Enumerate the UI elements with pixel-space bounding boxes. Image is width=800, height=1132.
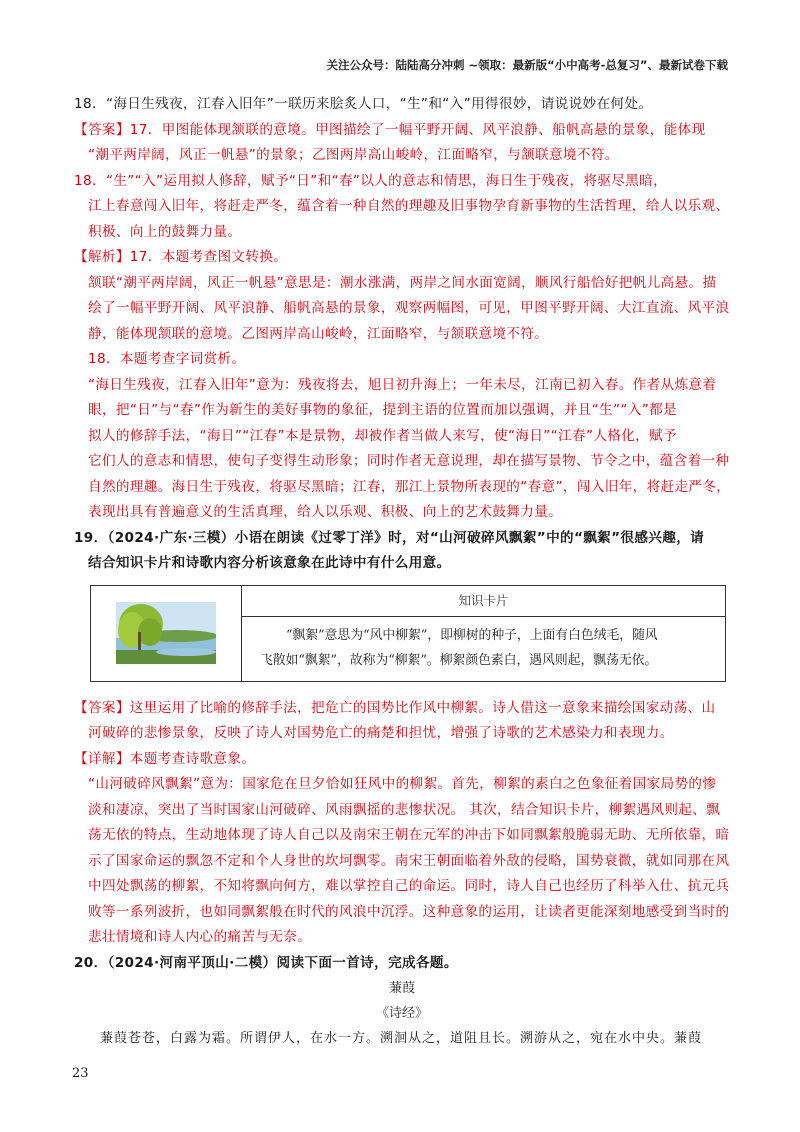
analysis-line: 【解析】17．本题考查图文转换。 bbox=[74, 249, 288, 265]
answer-line: 18．“生”“入”运用拟人修辞，赋予“日”和“春”以人的意志和情思，海日生于残夜，将驱尽黑暗， bbox=[74, 172, 668, 189]
poem-line: 蒹葭苍苍，白露为霜。所谓伊人，在水一方。溯洄从之，道阻且长。溯游从之，宛在水中央。蒹葭 bbox=[100, 1031, 703, 1046]
document-content bbox=[74, 92, 730, 1051]
answer-line: 积极、向上的鼓舞力量。 bbox=[88, 223, 242, 240]
card-line: 飞散如“飘絮”，故称为“柳絮”。柳絮颜色素白，遇风则起，飘荡无依。 bbox=[260, 652, 658, 668]
card-line: “飘絮”意思为“风中柳絮”，即柳树的种子，上面有白色绒毛，随风 bbox=[286, 627, 658, 643]
detail-line: 中四处飘荡的柳絮，不知将飘向何方，难以掌控自己的命运。同时，诗人自己也经历了科举入仕、抗元兵 bbox=[88, 878, 730, 894]
detail-line: “山河破碎风飘絮”意为：国家危在旦夕恰如狂风中的柳絮。首先，柳絮的素白之色象征着国家局势的惨 bbox=[88, 776, 717, 792]
question-19 bbox=[74, 526, 730, 577]
question-18: 18．“海日生残夜，江春入旧年”一联历来脍炙人口，“生”和“入”用得很妙，请说说妙在何处。 bbox=[74, 96, 653, 112]
page-number: 23 bbox=[72, 1066, 89, 1081]
knowledge-card-title: 知识卡片 bbox=[242, 586, 725, 617]
analysis-line: 拟人的修辞手法，“海日”“江春”本是景物，却被作者当做人来写，使“海日”“江春”人格化，赋予 bbox=[88, 427, 677, 444]
question-20: 20．（2024·河南平顶山·二模）阅读下面一首诗，完成各题。 bbox=[74, 954, 458, 971]
poem-source: 《诗经》 bbox=[375, 1006, 428, 1021]
willow-image bbox=[91, 586, 242, 681]
answer-line: 【答案】这里运用了比喻的修辞手法，把危亡的国势比作风中柳絮。诗人借这一意象来描绘国家动荡、山 bbox=[74, 699, 716, 716]
page-header: 关注公众号：陆陆高分冲刺 ~领取：最新版“小中高考-总复习”、最新试卷下载 bbox=[326, 58, 728, 72]
answer-block-17-18 bbox=[74, 118, 730, 526]
willow-tree-illustration bbox=[116, 602, 216, 664]
knowledge-card-content bbox=[242, 586, 725, 681]
analysis-line: 绘了一幅平野开阔、风平浪静、船帆高悬的景象，观察两幅图，可见，甲图平野开阔、大江直流、风平浪 bbox=[88, 300, 730, 316]
detail-line: 荡无依的特点，生动地体现了诗人自己以及南宋王朝在元军的冲击下如同飘絮般脆弱无助、无所依靠，暗 bbox=[88, 827, 730, 843]
answer-line: 【答案】17．甲图能体现颔联的意境。甲图描绘了一幅平野开阔、风平浪静、船帆高悬的景象，能体现 bbox=[74, 121, 706, 138]
analysis-line: 它们人的意志和情思，使句子变得生动形象；同时作者无意说理，却在描写景物、节令之中，蕴含着一种 bbox=[88, 453, 730, 469]
detail-line: 败等一系列波折，也如同飘絮般在时代的风浪中沉浮。这种意象的运用，让读者更能深刻地感受到当时的 bbox=[88, 903, 730, 920]
question-line: 结合知识卡片和诗歌内容分析该意象在此诗中有什么用意。 bbox=[88, 555, 451, 571]
poem-title: 蒹葭 bbox=[388, 981, 415, 996]
analysis-line: 静，能体现颔联的意境。乙图两岸高山峻岭，江面略窄，与颔联意境不符。 bbox=[88, 325, 549, 342]
answer-block-19 bbox=[74, 696, 730, 951]
detail-line: 淡和凄凉，突出了当时国家山河破碎、风雨飘摇的悲惨状况。 其次，结合知识卡片，柳絮遇风则起、飘 bbox=[88, 801, 721, 818]
analysis-line: 自然的理趣。海日生于残夜，将驱尽黑暗；江春，那江上景物所表现的“春意”，闯入旧年，将赶走严冬， bbox=[88, 478, 731, 495]
poem bbox=[74, 976, 730, 1051]
question-line: 19．（2024·广东·三模）小语在朗读《过零丁洋》时，对“山河破碎风飘絮”中的“飘絮”很感兴趣，请 bbox=[74, 529, 705, 546]
detail-line: 示了国家命运的飘忽不定和个人身世的坎坷飘零。南宋王朝面临着外敌的侵略，国势衰微，就如同那在风 bbox=[88, 852, 730, 869]
analysis-line: “海日生残夜，江春入旧年”意为：残夜将去，旭日初升海上；一年未尽，江南已初入春。作者从炼意着 bbox=[88, 376, 717, 393]
answer-line: “潮平两岸阔，风正一帆悬”的景象；乙图两岸高山峻岭，江面略窄，与颔联意境不符。 bbox=[88, 147, 619, 163]
detail-line: 悲壮情境和诗人内心的痛苦与无奈。 bbox=[88, 929, 312, 945]
knowledge-card-body bbox=[242, 617, 725, 673]
answer-line: 河破碎的悲惨景象，反映了诗人对国势危亡的痛楚和担忧，增强了诗歌的艺术感染力和表现力。 bbox=[88, 725, 674, 741]
analysis-line: 眼，把“日”与“春”作为新生的美好事物的象征，提到主语的位置而加以强调，并且“生”“入”都是 bbox=[88, 402, 677, 418]
analysis-line: 表现出具有普遍意义的生活真理，给人以乐观、积极、向上的艺术鼓舞力量。 bbox=[88, 504, 563, 520]
analysis-line: 颔联“潮平两岸阔，风正一帆悬”意思是：潮水涨满，两岸之间水面宽阔，顺风行船恰好把帆儿高悬。描 bbox=[88, 274, 717, 291]
answer-line: 江上春意闯入旧年，将赶走严冬，蕴含着一种自然的理趣及旧事物孕育新事物的生活哲理，给人以乐观、 bbox=[88, 198, 730, 214]
analysis-line: 18．本题考查字词赏析。 bbox=[88, 351, 246, 367]
knowledge-card bbox=[90, 585, 726, 682]
detail-line: 【详解】本题考查诗歌意象。 bbox=[74, 750, 256, 767]
